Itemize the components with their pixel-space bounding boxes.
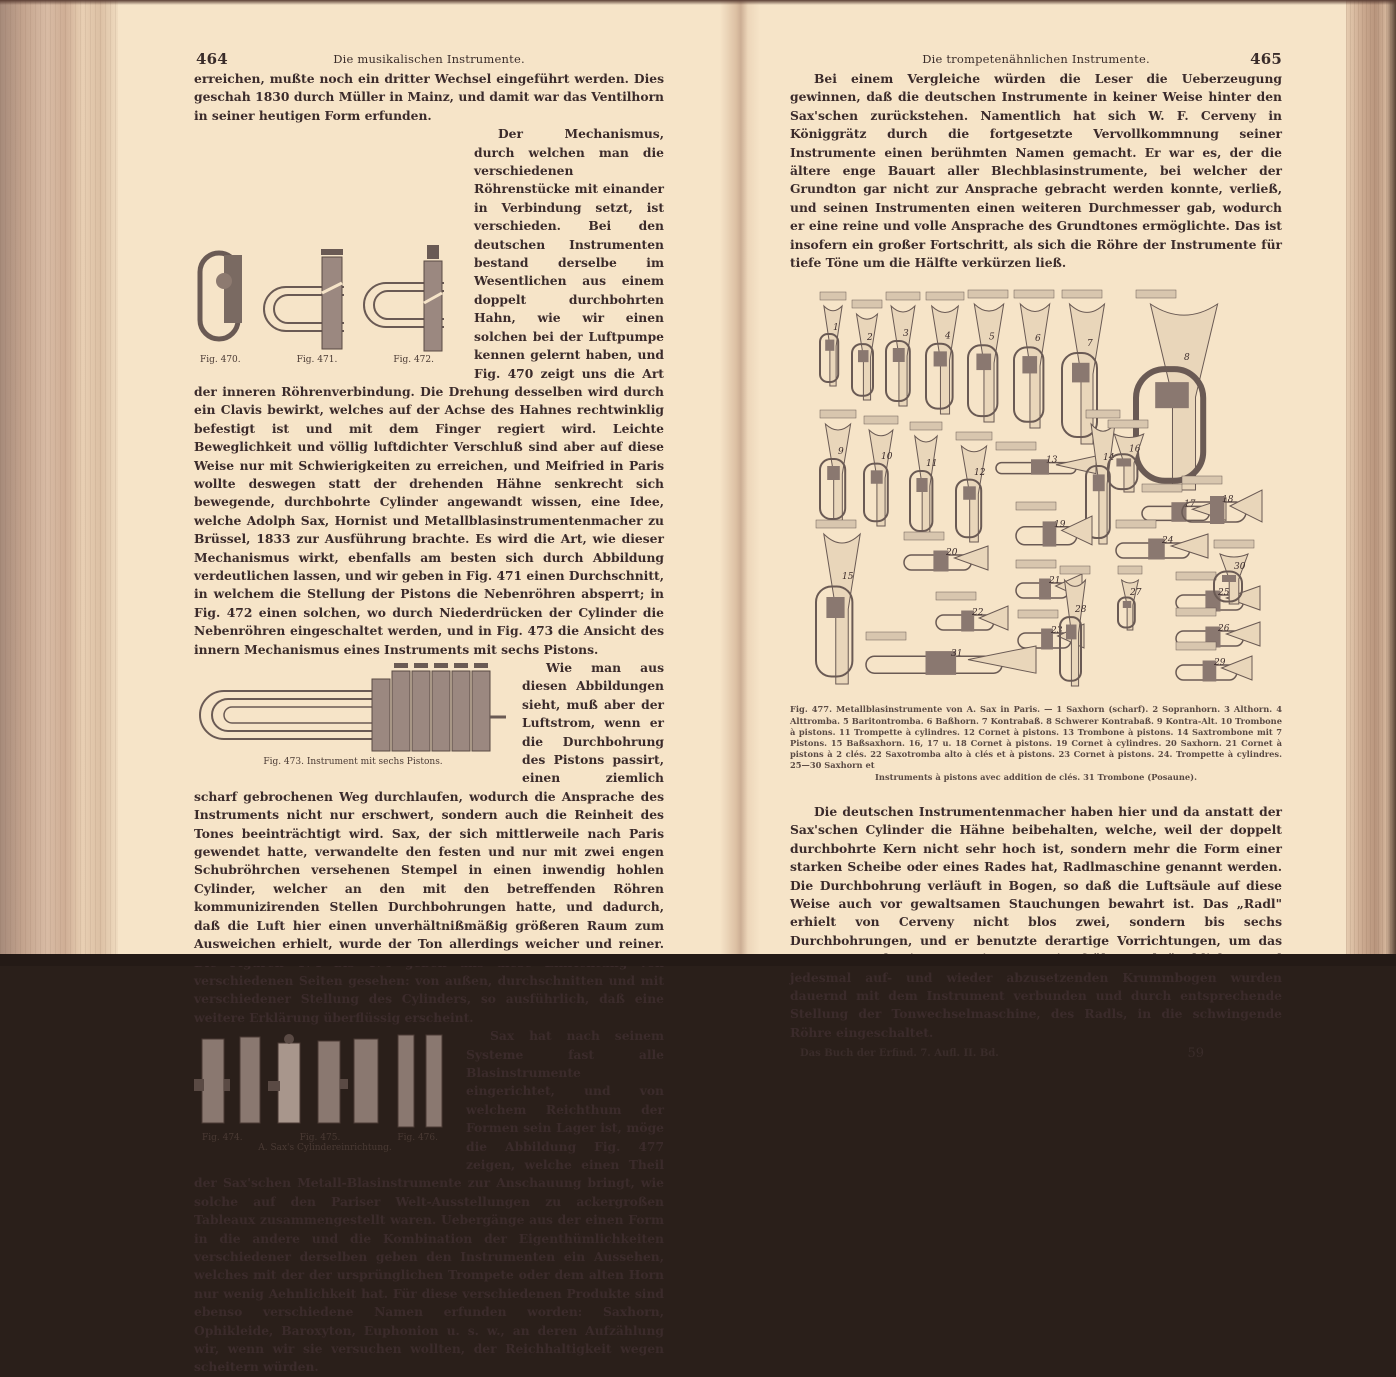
instrument-number-label: 13: [1046, 456, 1058, 467]
figures-474-476: [194, 1029, 456, 1165]
instrument-number-label: 18: [1222, 495, 1234, 506]
instrument-number-label: 6: [1035, 334, 1041, 345]
instrument-number-label: 9: [838, 447, 844, 458]
music-notation-snippet: [1016, 502, 1056, 510]
music-notation-snippet: [866, 632, 906, 640]
valve-cross-section-illustration: [194, 243, 464, 355]
instrument-4: [926, 292, 964, 414]
music-notation-snippet: [1016, 560, 1056, 568]
left-paragraph-3: Wie man aus diesen Abbildungen sieht, muß aber der Luftstrom, wenn er die Durchbohrung des Pistons passirt, einen ziemlich scharf gebrochenen Weg durchlaufen, wodurch die Ansprache des Instruments nicht nur erschwert, sondern auch die Reinheit des Tones beeinträchtigt wird. Sax, der sich mittlerweile nach Paris gewendet hatte, verwandelte den festen und nur mit zwei engen Schubröhrchen versehenen Stempel in einen inwendig hohlen Cylinder, welcher an den mit den betreffenden Röhren kommunizirenden Stellen Durchbohrungen hatte, und dadurch, daß die Luft hier einen unverhältnißmäßig größeren Raum zum Ausweichen erhielt, wurde der Ton allerdings weicher und reiner. verschiedenen Seiten gesehen: von außen, durchschnitten und mit verschiedener Stellung des Cylinders, so ausführlich, daß eine weitere Erklärung überflüssig erscheint.: [194, 660, 664, 1025]
sax-cylinder-illustration: [194, 1029, 456, 1133]
figure-473-illustration: [194, 661, 512, 771]
fig-476-caption: Fig. 476.: [397, 1133, 438, 1144]
instrument-number-label: 14: [1103, 453, 1115, 464]
music-notation-snippet: [1086, 410, 1120, 418]
music-notation-snippet: [820, 410, 856, 418]
music-notation-snippet: [1214, 540, 1254, 548]
instrument-number-label: 16: [1129, 444, 1141, 455]
music-notation-snippet: [1060, 566, 1090, 574]
instrument-number-label: 15: [842, 572, 854, 583]
left-paragraph-2-block: [194, 125, 664, 659]
instrument-12: [956, 432, 992, 542]
instrument-number-label: 28: [1075, 605, 1087, 616]
right-running-title: Die trompetenähnlichen Instrumente.: [922, 52, 1150, 66]
book-bottom-shadow: [0, 954, 1396, 966]
sax-brass-instruments-plate: [806, 284, 1266, 696]
music-notation-snippet: [1176, 642, 1216, 650]
instrument-13: [996, 442, 1096, 475]
instrument-26: [1176, 608, 1260, 648]
instrument-number-label: 25: [1218, 588, 1230, 599]
music-notation-snippet: [1018, 610, 1058, 618]
music-notation-snippet: [816, 520, 856, 528]
instrument-number-label: 30: [1234, 562, 1246, 573]
fig-470-caption: Fig. 470.: [200, 355, 241, 366]
right-page-footer: [790, 1046, 1282, 1064]
music-notation-snippet: [910, 422, 942, 430]
instrument-number-label: 12: [974, 468, 986, 479]
music-notation-snippet: [886, 292, 920, 300]
instrument-2: [852, 300, 882, 400]
fig-474-476-title: A. Sax's Cylindereinrichtung.: [258, 1143, 392, 1154]
left-running-head: [194, 50, 664, 70]
instrument-10: [864, 416, 898, 526]
music-notation-snippet: [904, 532, 944, 540]
music-notation-snippet: [1108, 420, 1148, 428]
music-notation-snippet: [956, 432, 992, 440]
instrument-6: [1014, 290, 1054, 428]
music-notation-snippet: [1062, 290, 1102, 298]
instrument-19: [1016, 502, 1092, 547]
left-paragraph-4: Sax hat nach seinem Systeme fast alle Blasinstrumente eingerichtet, und von welchem Reichthum der Formen sein Lager ist, möge die Abbildung Fig. 477 zeigen, welche einen Theil der Sax'schen Metall-Blasinstrumente zur Anschauung bringt, wie solche auf den Pariser Welt-Ausstellungen zu ackergroßen Tableaux zusammengestellt waren. Uebergänge aus der einen Form in die andere und die Kombination der Eigenthümlichkeiten verschiedener derselben geben den Instrumenten ein Aussehen, welches mit der der ursprünglichen Trompete oder dem alten Horn nur wenig Aehnlichkeit hat. Für diese verschiedenen Produkte sind ebenso verschiedene Namen erfunden worden: Saxhorn, Ophikleide, Baroxyton, Euphonion u. s. w., an deren Aufzählung wir, wenn wir sie versuchen wollten, der Reichhaltigkeit wegen scheitern würden.: [194, 1028, 664, 1375]
figure-477-illustration: [806, 284, 1266, 696]
instrument-number-label: 22: [972, 608, 984, 619]
instrument-29: [1176, 642, 1252, 682]
instrument-1: [820, 292, 846, 386]
instrument-number-label: 31: [951, 649, 963, 660]
right-running-head: [790, 50, 1282, 70]
instrument-number-label: 8: [1184, 353, 1190, 364]
instrument-number-label: 10: [881, 452, 893, 463]
music-notation-snippet: [1014, 290, 1054, 298]
music-notation-snippet: [1176, 572, 1216, 580]
fig-471-caption: Fig. 471.: [296, 355, 338, 366]
figure-473: [194, 661, 512, 771]
left-paragraph-3-block: [194, 659, 664, 1027]
instrument-number-label: 7: [1087, 339, 1093, 350]
instrument-number-label: 27: [1130, 588, 1142, 599]
music-notation-snippet: [1118, 566, 1142, 574]
instrument-number-label: 3: [903, 329, 909, 340]
right-page-number: 465: [1250, 50, 1282, 68]
music-notation-snippet: [820, 292, 846, 300]
figure-477-caption: [790, 704, 1282, 782]
instrument-number-label: 4: [945, 331, 951, 342]
instrument-number-label: 19: [1054, 520, 1066, 531]
instrument-number-label: 26: [1218, 624, 1230, 635]
music-notation-snippet: [968, 290, 1008, 298]
right-page: [790, 50, 1282, 1064]
book-gutter: [720, 0, 760, 966]
signature-line: Das Buch der Erfind. 7. Aufl. II. Bd.: [800, 1048, 999, 1060]
instrument-number-label: 5: [989, 332, 995, 343]
figure-477-caption-text: Fig. 477. Metallblasinstrumente von A. Sax in Paris. — 1 Saxhorn (scharf). 2 Sopranhorn. 3 Althorn. 4 Alttromba. 5 Baritontromba. 6 Baßhorn. 7 Kontrabaß. 8 Schwerer Kontrabaß. 9 Kontra-Alt. 10 Trombone à pistons. 11 Trompette à cylindres. 12 Cornet à pistons. 13 Trombone à pistons. 14 Saxtrombone mit 7 Pistons. 15 Baßsaxhorn. 16, 17 u. 18 Cornet à pistons. 19 Cornet à cylindres. 20 Saxhorn. 21 Cornet à pistons à 2 clés. 22 Saxotromba alto à clés et à pistons. 23 Cornet à pistons. 24. Trompette à cylindres. 25—30 Saxhorn et: [790, 704, 1282, 771]
instrument-3: [886, 292, 920, 406]
right-paragraph-1: Bei einem Vergleiche würden die Leser die Ueberzeugung gewinnen, daß die deutschen Instrumente in keiner Weise hinter den Sax'schen zurückstehen. Namentlich hat sich W. F. Cerveny in Königgrätz durch die fortgesetzte Vervollkommnung seiner Instrumente einen berühmten Namen gemacht. Er war es, der die ältere enge Bauart aller Blechblasinstrumente, bei welcher der Grundton gar nicht zur Ansprache gebracht werden konnte, verließ, und seinen Instrumenten einen weiteren Durchmesser gab, wodurch er eine reine und volle Ansprache des Grundtones ermöglichte. Das ist insofern ein großer Fortschritt, als sich die Röhre der Instrumente für tiefe Töne um die Hälfte verkürzen ließ.: [790, 71, 1282, 271]
music-notation-snippet: [996, 442, 1036, 450]
left-page: [194, 50, 664, 1377]
figures-470-472: [194, 243, 464, 371]
instrument-25: [1176, 572, 1260, 612]
fig-475-caption: Fig. 475.: [299, 1133, 341, 1144]
instrument-31: [866, 632, 1036, 675]
music-notation-snippet: [1182, 476, 1222, 484]
music-notation-snippet: [1116, 520, 1156, 528]
instrument-5: [968, 290, 1008, 422]
figure-470-472-illustration: [194, 243, 464, 371]
instrument-8: [1136, 290, 1218, 490]
music-notation-snippet: [1136, 290, 1176, 298]
fig-473-caption: Fig. 473. Instrument mit sechs Pistons.: [263, 757, 443, 767]
music-notation-snippet: [852, 300, 882, 308]
instrument-9: [820, 410, 856, 524]
instrument-number-label: 24: [1162, 536, 1174, 547]
instrument-number-label: 20: [946, 548, 958, 559]
left-paragraph-2: Der Mechanismus, durch welchen man die verschiedenen Röhrenstücke mit einander in Verbindung setzt, ist verschieden. Bei den deutschen Instrumenten bestand derselbe im Wesentlichen aus einem doppelt durchbohrten Hahn, wie wir einen solchen bei der Luftpumpe kennen gelernt haben, und Fig. 470 zeigt uns die Art der inneren Röhrenverbindung. Die Drehung desselben wird durch ein Clavis bewirkt, welches auf der Achse des Hahnes rechtwinklig befestigt ist und mit dem Finger regiert wird. Leichte Beweglichkeit und völlig luftdichter Verschluß sind aber auf diese Weise nur mit Schwierigkeiten zu erreichen, und Meifried in Paris wollte deswegen statt der drehenden Hähne senkrecht sich bewegende, durchbohrte Cylinder angewandt wissen, eine Idee, welche Adolph Sax, Hornist und Metallblasinstrumentenmacher zu Brüssel, 1833 zur Ausführung brachte. Es wird die Art, wie dieser Mechanismus wirkt, ebenfalls am besten sich durch Abbildung verdeutlichen lassen, und wir geben in Fig. 471 einen Durchschnitt, in welchem die Stellung der Pistons die Nebenröhren absperrt; in Fig. 472 einen solchen, wo durch Niederdrücken der Cylinder die Nebenröhren eingeschaltet werden, und in Fig. 473 die Ansicht des innern Mechanismus eines Instruments mit sechs Pistons.: [194, 126, 664, 657]
left-paragraph-4-block: [194, 1027, 664, 1377]
instrument-number-label: 23: [1051, 626, 1063, 637]
instrument-27: [1118, 566, 1142, 630]
instrument-number-label: 1: [833, 323, 839, 334]
instrument-24: [1116, 520, 1208, 560]
instrument-number-label: 2: [867, 333, 873, 344]
instrument-22: [936, 592, 1008, 632]
sheet-number: 59: [1187, 1046, 1204, 1062]
fig-472-caption: Fig. 472.: [393, 355, 434, 366]
instrument-number-label: 21: [1049, 576, 1061, 587]
music-notation-snippet: [1176, 608, 1216, 616]
instrument-7: [1062, 290, 1105, 444]
instrument-11: [910, 422, 942, 536]
music-notation-snippet: [864, 416, 898, 424]
figure-477-caption-last-line: Instruments à pistons avec addition de clés. 31 Trombone (Posaune).: [875, 771, 1197, 782]
left-page-stack-edge: [0, 0, 118, 966]
right-paragraph-2: Die deutschen Instrumentenmacher haben hier und da anstatt der Sax'schen Cylinder die Hähne beibehalten, welche, weil der doppelt durchbohrte Kern nicht sehr hoch ist, sondern mehr die Form einer starken Scheibe oder eines Rades hat, Radlmaschine genannt werden. Die Durchbohrung verläuft in Bogen, so daß die Luftsäule auf diese Weise auch vor gewaltsamen Stauchungen bewahrt ist. Das „Radl" erhielt von Cerveny nicht blos zwei, sondern bis sechs Durchbohrungen, und er benutzte derartige Vorrichtungen, um das jedesmal auf- und wieder abzusetzenden Krummbogen wurden dauernd mit dem Instrument verbunden und durch entsprechende Stellung der Tonwechselmaschine, des Radls, in die schwingende Röhre eingeschaltet.: [790, 803, 1282, 1040]
music-notation-snippet: [926, 292, 964, 300]
fig-474-caption: Fig. 474.: [202, 1133, 243, 1144]
top-shadow: [0, 0, 1396, 5]
left-paragraph-1: erreichen, mußte noch ein dritter Wechsel eingeführt werden. Dies geschah 1830 durch Müller in Mainz, und damit war das Ventilhorn in seiner heutigen Form erfunden.: [194, 71, 664, 123]
instrument-number-label: 11: [926, 459, 938, 470]
six-piston-instrument-illustration: [194, 661, 512, 757]
right-page-stack-edge: [1346, 0, 1396, 966]
left-running-title: Die musikalischen Instrumente.: [333, 52, 525, 66]
instrument-number-label: 29: [1214, 658, 1226, 669]
music-notation-snippet: [936, 592, 976, 600]
instrument-15: [816, 520, 860, 684]
instrument-number-label: 17: [1184, 499, 1196, 510]
music-notation-snippet: [1142, 484, 1182, 492]
left-page-number: 464: [196, 50, 228, 68]
figure-474-476-illustration: [194, 1029, 456, 1165]
